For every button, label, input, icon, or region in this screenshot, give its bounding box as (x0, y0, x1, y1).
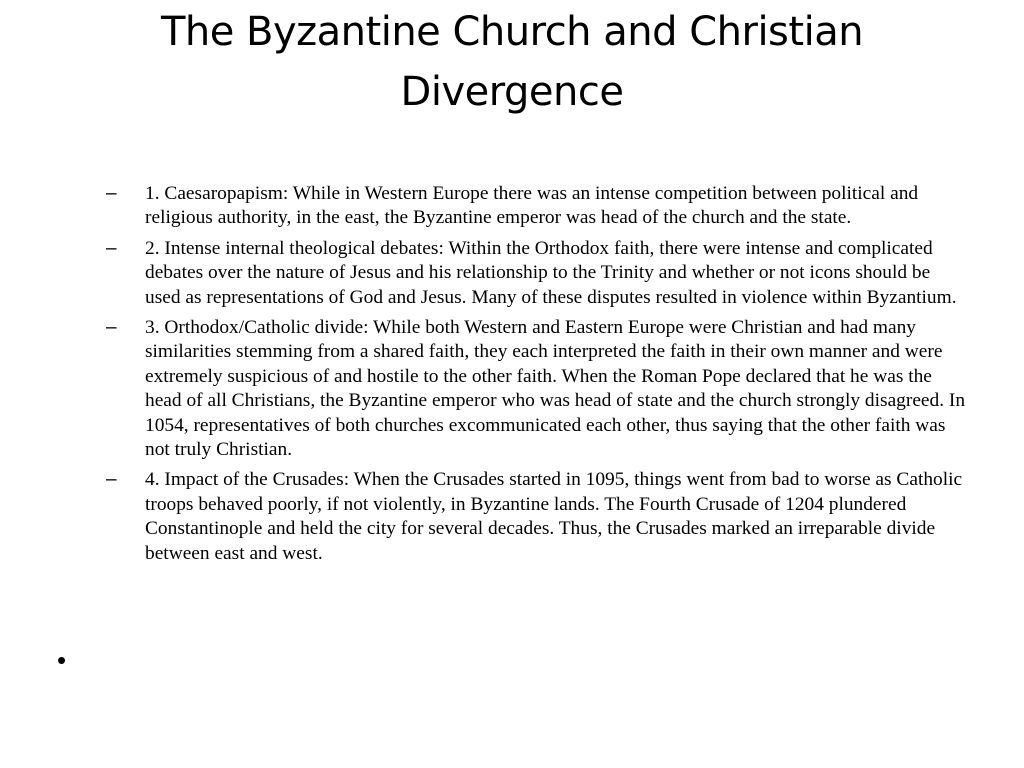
bullet-text: 1. Caesaropapism: While in Western Europe there was an intense competition between political and religious authority, in the east, the Byzantine emperor was head of the church and the state. (145, 183, 919, 229)
bullet-text: 3. Orthodox/Catholic divide: While both Western and Eastern Europe were Christian and had many similarities stemming from a shared faith, they each interpreted the faith in their own manner and were extremely suspicious of and hostile to the other faith. When the Roman Pope declared that he was the head of all Christians, the Byzantine emperor who was head of state and the church strongly disagreed. In 1054, representatives of both churches excommunicated each other, thus saying that the other faith was not truly Christian. (145, 317, 966, 461)
empty-bullet-icon: • (57, 645, 67, 675)
dash-bullet-icon: – (106, 317, 117, 339)
dash-bullet-icon: – (106, 183, 117, 204)
bullet-point-orthodox-catholic-divide (106, 316, 968, 462)
bullet-point-crusades (106, 468, 968, 566)
bullet-point-theological-debates (106, 237, 968, 310)
dash-bullet-icon: – (106, 237, 117, 259)
bullet-text: 4. Impact of the Crusades: When the Crusades started in 1095, things went from bad to worse as Catholic troops behaved poorly, if not violently, in Byzantine lands. The Fourth Crusade of 1204 plundered Constantinople and held the city for several decades. Thus, the Crusades marked an irreparable divide between east and west. (145, 469, 963, 564)
slide-title: The Byzantine Church and Christian Divergence (160, 9, 864, 115)
bullet-text: 2. Intense internal theological debates: Within the Orthodox faith, there were intense and complicated debates over the nature of Jesus and his relationship to the Trinity and whether or not icons should be used as representations of God and Jesus. Many of these disputes resulted in violence within Byzantium. (145, 237, 957, 308)
bullet-point-caesaropapism (106, 182, 968, 231)
bullet-list (106, 182, 968, 572)
dash-bullet-icon: – (106, 469, 117, 491)
